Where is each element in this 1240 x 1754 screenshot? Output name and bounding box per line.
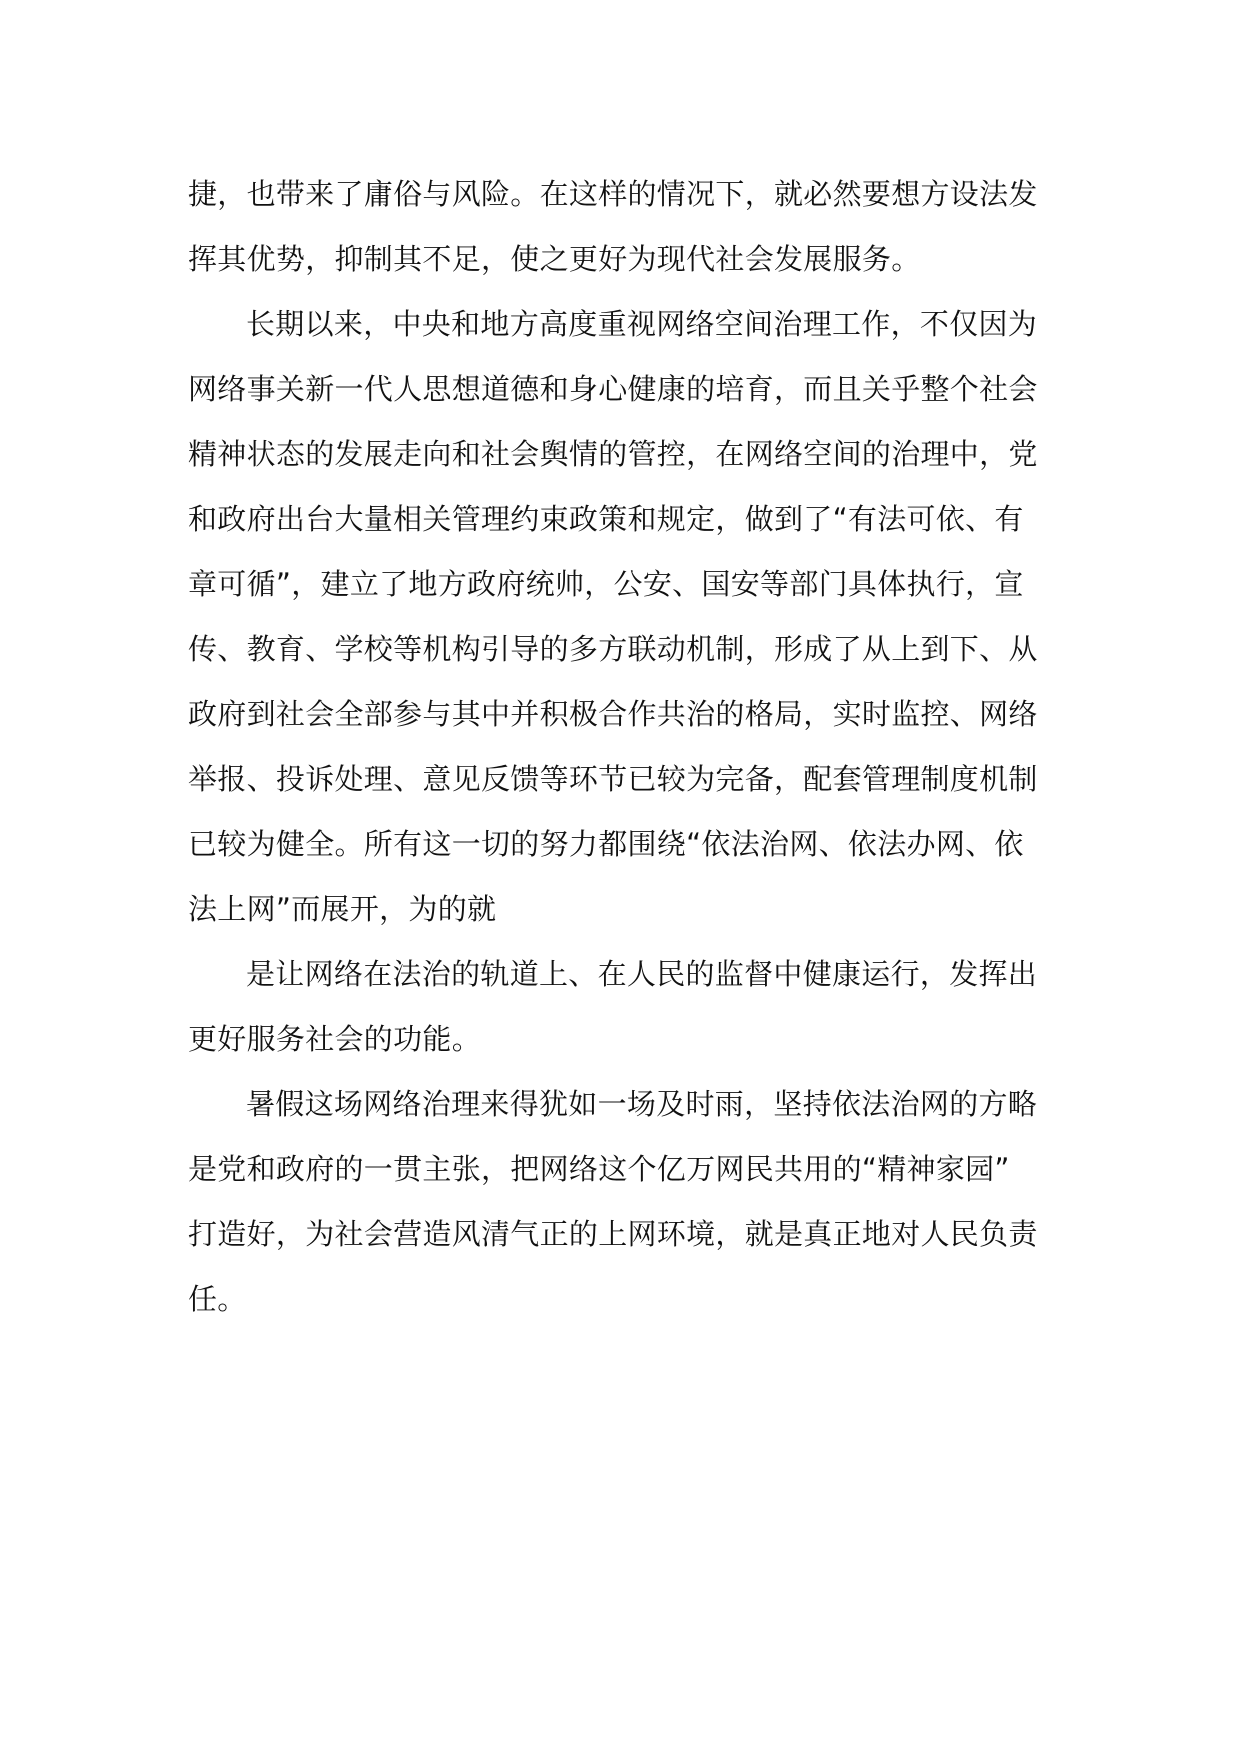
text-line: 长期以来，中央和地方高度重视网络空间治理工作，不仅因为 (246, 307, 1038, 341)
text-line: 精神状态的发展走向和社会舆情的管控，在网络空间的治理中，党 (188, 437, 1038, 471)
text-line: 打造好，为社会营造风清气正的上网环境，就是真正地对人民负责 (188, 1217, 1038, 1251)
text-line: 法上网”而展开，为的就 (188, 892, 497, 926)
text-line: 网络事关新一代人思想道德和身心健康的培育，而且关乎整个社会 (188, 372, 1038, 406)
paragraph (188, 292, 1070, 942)
paragraph (188, 162, 1070, 292)
text-line: 举报、投诉处理、意见反馈等环节已较为完备，配套管理制度机制 (188, 762, 1038, 796)
text-line: 和政府出台大量相关管理约束政策和规定，做到了“有法可依、有 (188, 502, 1024, 536)
text-line: 暑假这场网络治理来得犹如一场及时雨，坚持依法治网的方略 (246, 1087, 1038, 1121)
text-line: 政府到社会全部参与其中并积极合作共治的格局，实时监控、网络 (188, 697, 1038, 731)
text-line: 传、教育、学校等机构引导的多方联动机制，形成了从上到下、从 (188, 632, 1038, 666)
text-line: 捷，也带来了庸俗与风险。在这样的情况下，就必然要想方设法发 (188, 177, 1038, 211)
paragraph (188, 1072, 1070, 1332)
text-line: 是让网络在法治的轨道上、在人民的监督中健康运行，发挥出 (246, 957, 1038, 991)
paragraph (188, 942, 1070, 1072)
text-line: 章可循”，建立了地方政府统帅，公安、国安等部门具体执行，宣 (188, 567, 1024, 601)
document-body (188, 162, 1070, 1332)
text-line: 任。 (188, 1282, 247, 1316)
text-line: 已较为健全。所有这一切的努力都围绕“依法治网、依法办网、依 (188, 827, 1024, 861)
text-line: 更好服务社会的功能。 (188, 1022, 482, 1056)
text-line: 是党和政府的一贯主张，把网络这个亿万网民共用的“精神家园” (188, 1152, 1010, 1186)
text-line: 挥其优势，抑制其不足，使之更好为现代社会发展服务。 (188, 242, 921, 276)
